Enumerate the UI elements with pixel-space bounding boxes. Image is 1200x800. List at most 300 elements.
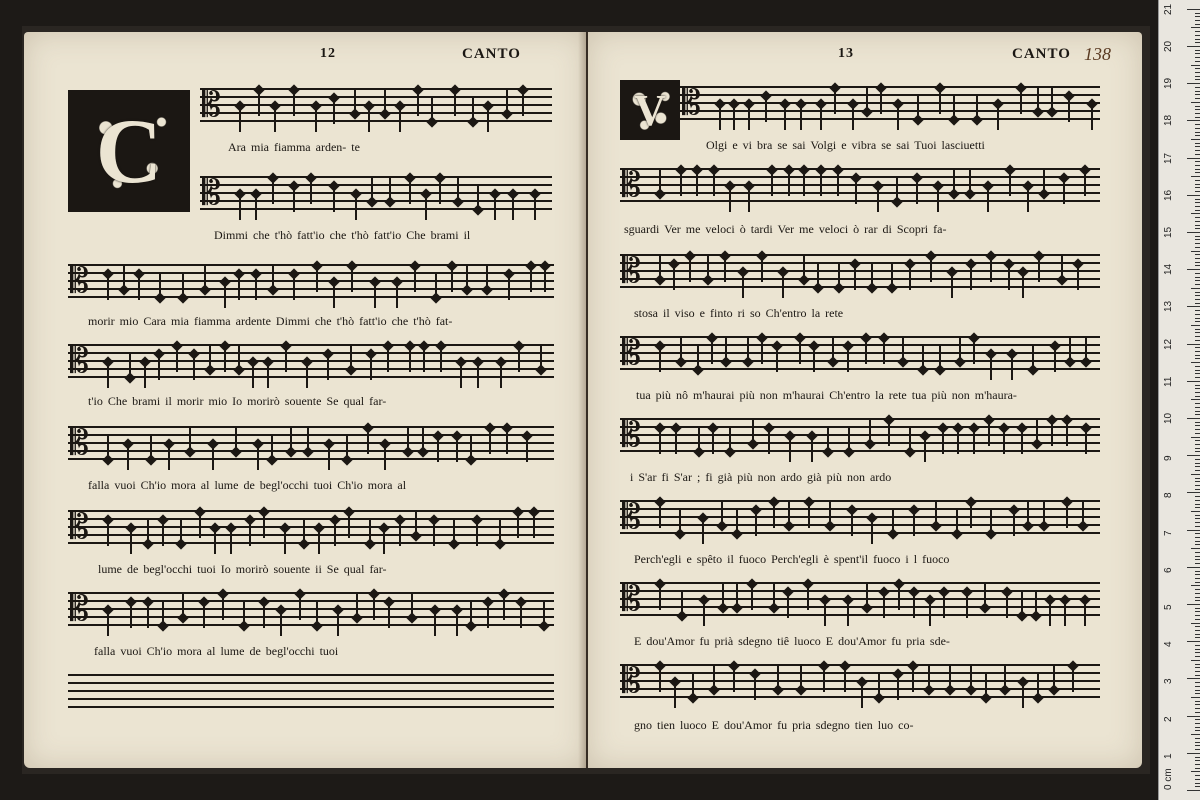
note-stem [1038,258,1040,282]
ruler-tick [1195,31,1200,32]
note-stem [293,188,295,212]
note-stem [712,430,714,454]
ruler-tick [1191,399,1200,400]
note-stem [1091,106,1093,130]
ruler-tick [1195,597,1200,598]
note-stem [434,612,436,636]
note-stem [761,258,763,282]
note-stem [127,446,129,470]
ruler-tick [1195,265,1200,266]
ruler-tick [1195,318,1200,319]
note-stem [721,502,723,526]
note-stem [997,106,999,130]
clef-icon: 𝄡 [202,173,221,213]
ruler-tick [1195,340,1200,341]
note-stem [168,446,170,470]
note-stem [817,264,819,288]
note-stem [1066,504,1068,528]
note-stem [350,346,352,370]
note-stem [1049,602,1051,626]
ruler-tick [1195,619,1200,620]
ruler-label: 12 [1163,338,1174,350]
note-stem [924,438,926,462]
note-stem [543,602,545,626]
note-stem [235,428,237,452]
ruler-tick [1195,667,1200,668]
note-stem [1021,430,1023,454]
staff-6 [68,506,554,548]
clef-icon: 𝄡 [70,507,89,547]
ruler-tick [1195,440,1200,441]
note-stem [293,92,295,116]
note-stem [204,266,206,290]
note-stem [969,170,971,194]
note-stem [674,684,676,708]
ruler-tick [1187,753,1200,754]
clef-icon: 𝄡 [70,423,89,463]
ruler-tick [1195,347,1200,348]
note-stem [470,436,472,460]
ruler-label: 2 [1163,716,1174,722]
note-stem [533,514,535,538]
note-stem [916,180,918,204]
lyric-line-6: lume de begl'occhi tuoi Io morirò souente ii Se qual far- [98,562,387,576]
note-stem [742,274,744,298]
ruler-tick [1195,459,1200,460]
note-stem [675,430,677,454]
note-stem [263,514,265,538]
ruler-tick [1187,46,1200,47]
ruler-tick [1195,411,1200,412]
note-stem [832,338,834,362]
ruler-tick [1195,91,1200,92]
note-stem [1072,668,1074,692]
note-stem [692,674,694,698]
note-stem [489,430,491,454]
note-stem [1061,256,1063,280]
ruler-tick [1195,292,1200,293]
note-stem [506,430,508,454]
note-stem [973,340,975,364]
note-stem [415,512,417,536]
ruler-label: 21 [1163,3,1174,15]
note-stem [803,256,805,280]
ruler-tick [1191,213,1200,214]
note-stem [696,172,698,196]
note-stem [423,348,425,372]
ruler-tick [1195,277,1200,278]
note-stem [883,340,885,364]
ruler-tick [1191,697,1200,698]
ruler-tick [1195,537,1200,538]
note-stem [337,612,339,636]
ruler-tick [1187,604,1200,605]
note-stem [1004,666,1006,690]
note-stem [1027,502,1029,526]
ruler-tick [1195,239,1200,240]
ruler-tick [1195,783,1200,784]
lyric-r-line-5: i S'ar fi S'ar ; fi già più non ardo già più non ardo [630,470,892,484]
ruler-tick [1195,258,1200,259]
note-stem [681,592,683,616]
ruler-tick [1195,708,1200,709]
note-stem [284,530,286,554]
ruler-tick [1195,730,1200,731]
note-stem [897,106,899,130]
lyric-line-1: Ara mia fiamma arden- te [228,140,360,154]
note-stem [871,520,873,544]
note-stem [897,676,899,700]
note-stem [659,504,661,528]
note-stem [1008,266,1010,290]
ruler-tick [1195,57,1200,58]
note-stem [318,530,320,554]
note-stem [990,510,992,534]
staff-r7 [620,578,1100,620]
note-stem [1009,172,1011,196]
staff-r3 [620,250,1100,292]
note-stem [729,188,731,212]
running-head-right: CANTO [1012,46,1071,62]
note-stem [138,276,140,300]
note-stem [272,266,274,290]
ruler-tick [1191,251,1200,252]
ruler-tick [1195,50,1200,51]
ruler-tick [1195,518,1200,519]
staff-r5 [620,414,1100,456]
note-stem [689,258,691,282]
ruler-tick [1195,109,1200,110]
ruler-tick [1195,485,1200,486]
note-stem [355,196,357,220]
ruler-label: 7 [1163,530,1174,536]
note-stem [1082,502,1084,526]
ruler-label: 4 [1163,641,1174,648]
note-stem [713,666,715,690]
ruler-tick [1195,403,1200,404]
note-stem [820,172,822,196]
ruler-tick [1195,593,1200,594]
ruler-tick [1187,530,1200,531]
ruler-tick [1195,132,1200,133]
note-stem [736,584,738,608]
ruler-tick [1187,641,1200,642]
note-stem [411,594,413,618]
note-stem [1022,274,1024,298]
ruler-tick [1195,388,1200,389]
note-stem [267,364,269,388]
ruler-tick [1195,481,1200,482]
note-stem [506,90,508,114]
ruler-tick [1195,332,1200,333]
note-stem [834,90,836,114]
staff-r6 [620,496,1100,538]
ruler-tick [1195,146,1200,147]
note-stem [487,108,489,132]
ruler-tick [1195,336,1200,337]
note-stem [460,364,462,388]
ruler-tick [1195,254,1200,255]
ruler-tick [1195,544,1200,545]
note-stem [107,522,109,546]
note-stem [896,178,898,202]
note-stem [892,510,894,534]
note-stem [725,338,727,362]
running-head-left: CANTO [462,46,521,62]
note-stem [1064,602,1066,626]
note-stem [752,420,754,444]
note-stem [440,348,442,372]
ruler-tick [1195,470,1200,471]
ruler-tick [1195,280,1200,281]
ruler-label: 10 [1163,412,1174,424]
note-stem [789,438,791,462]
ruler-tick [1195,355,1200,356]
note-stem [1069,338,1071,362]
ruler-tick [1195,630,1200,631]
note-stem [748,188,750,212]
clef-icon: 𝄡 [622,333,641,373]
note-stem [851,512,853,536]
note-stem [466,266,468,290]
ruler-tick [1195,16,1200,17]
note-stem [847,602,849,626]
note-stem [512,196,514,220]
note-stem [431,98,433,122]
ruler-tick [1195,117,1200,118]
ruler-tick [1191,65,1200,66]
note-stem [942,430,944,454]
ruler-tick [1187,195,1200,196]
note-stem [966,594,968,618]
manuscript-number: 138 [1084,44,1111,64]
note-stem [107,276,109,300]
ruler-tick [1187,306,1200,307]
note-stem [1084,602,1086,626]
ruler-tick [1191,734,1200,735]
note-stem [435,274,437,298]
note-stem [990,356,992,380]
ruler-tick [1195,786,1200,787]
ruler-label: 17 [1163,152,1174,164]
note-stem [356,594,358,618]
note-stem [107,612,109,636]
note-stem [937,188,939,212]
note-stem [659,348,661,372]
note-stem [399,522,401,546]
note-stem [697,346,699,370]
note-stem [912,668,914,692]
note-stem [348,514,350,538]
ruler-tick [1195,533,1200,534]
ruler-tick [1187,418,1200,419]
note-stem [939,346,941,370]
note-stem [333,284,335,308]
ruler-tick [1195,515,1200,516]
ruler-tick [1187,83,1200,84]
note-stem [1066,422,1068,446]
note-stem [990,258,992,282]
clef-icon: 𝄡 [682,83,701,123]
lyric-r-line-1: Olgi e vi bra se sai Volgi e vibra se sai Tuoi lasciuetti [706,138,985,152]
note-stem [257,446,259,470]
note-stem [838,264,840,288]
lyric-line-5: falla vuoi Ch'io mora al lume de begl'occhi tuoi Ch'io mora al [88,478,407,492]
note-stem [787,594,789,618]
note-stem [800,106,802,130]
note-stem [754,676,756,700]
note-stem [707,256,709,280]
note-stem [957,430,959,454]
ruler-tick [1195,202,1200,203]
note-stem [433,522,435,546]
ruler-tick [1195,433,1200,434]
note-stem [773,504,775,528]
ruler-tick [1195,723,1200,724]
note-stem [422,428,424,452]
ruler-tick [1195,649,1200,650]
note-stem [1013,512,1015,536]
ruler-tick [1195,94,1200,95]
ruler-tick [1195,187,1200,188]
note-stem [327,356,329,380]
ruler-tick [1195,500,1200,501]
note-stem [1043,502,1045,526]
note-stem [477,186,479,210]
ruler-tick [1195,578,1200,579]
ruler-tick [1195,429,1200,430]
ruler-tick [1195,24,1200,25]
note-stem [214,530,216,554]
note-stem [824,602,826,626]
note-stem [891,264,893,288]
note-stem [680,338,682,362]
note-stem [457,178,459,202]
note-stem [123,266,125,290]
ruler-tick [1195,690,1200,691]
ruler-tick [1195,701,1200,702]
note-stem [852,106,854,130]
note-stem [409,348,411,372]
ruler-tick [1191,660,1200,661]
note-stem [222,596,224,620]
note-stem [913,594,915,618]
ruler-label: 16 [1163,189,1174,201]
ruler-tick [1195,295,1200,296]
ruler-tick [1195,124,1200,125]
note-stem [500,364,502,388]
note-stem [1035,592,1037,616]
note-stem [1037,674,1039,698]
page-number-right: 13 [838,46,854,61]
ruler-tick [1195,262,1200,263]
ruler-tick [1191,288,1200,289]
note-stem [988,422,990,446]
note-stem [307,428,309,452]
ruler-tick [1195,358,1200,359]
note-stem [158,356,160,380]
note-stem [985,674,987,698]
note-stem [878,674,880,698]
note-stem [129,354,131,378]
note-stem [1084,172,1086,196]
ruler-tick [1195,68,1200,69]
note-stem [777,666,779,690]
ruler-tick [1195,451,1200,452]
ruler-tick [1195,98,1200,99]
note-stem [751,586,753,610]
ruler-tick [1191,176,1200,177]
note-stem [494,196,496,220]
note-stem [224,348,226,372]
ruler-tick [1195,775,1200,776]
note-stem [1054,348,1056,372]
ruler-tick [1195,225,1200,226]
note-stem [1053,666,1055,690]
note-stem [437,438,439,462]
note-stem [784,106,786,130]
note-stem [799,340,801,364]
note-stem [1036,420,1038,444]
note-stem [861,684,863,708]
note-stem [414,268,416,292]
note-stem [180,520,182,544]
note-stem [913,512,915,536]
note-stem [733,668,735,692]
note-stem [865,340,867,364]
note-stem [374,284,376,308]
ruler-tick [1195,671,1200,672]
staff-4 [68,340,554,382]
note-stem [956,510,958,534]
note-stem [354,90,356,114]
note-stem [713,172,715,196]
ruler-tick [1195,645,1200,646]
ruler-tick [1187,492,1200,493]
ruler-tick [1195,422,1200,423]
note-stem [855,180,857,204]
clef-icon: 𝄡 [622,251,641,291]
ruler-tick [1195,299,1200,300]
ruler-tick [1195,206,1200,207]
note-stem [470,602,472,626]
ruler-tick [1195,169,1200,170]
ruler-tick [1195,79,1200,80]
note-stem [224,284,226,308]
note-stem [747,338,749,362]
note-stem [370,356,372,380]
ruler-tick [1187,269,1200,270]
ruler-tick [1195,463,1200,464]
note-stem [310,180,312,204]
ruler-label: 8 [1163,492,1174,499]
ruler-label: 9 [1163,455,1174,462]
ruler-tick [1195,563,1200,564]
note-stem [389,178,391,202]
note-stem [239,108,241,132]
note-stem [724,258,726,282]
note-stem [333,188,335,212]
ruler-label: 5 [1163,604,1174,610]
note-stem [711,340,713,364]
note-stem [534,196,536,220]
clef-icon: 𝄡 [622,579,641,619]
lyric-r-line-7: E dou'Amor fu prià sdegno tiê luoco E dou'Amor fu pria sde- [634,634,950,648]
ruler-tick [1191,139,1200,140]
staff-r8 [620,660,1100,702]
note-stem [823,668,825,692]
ruler-tick [1195,172,1200,173]
